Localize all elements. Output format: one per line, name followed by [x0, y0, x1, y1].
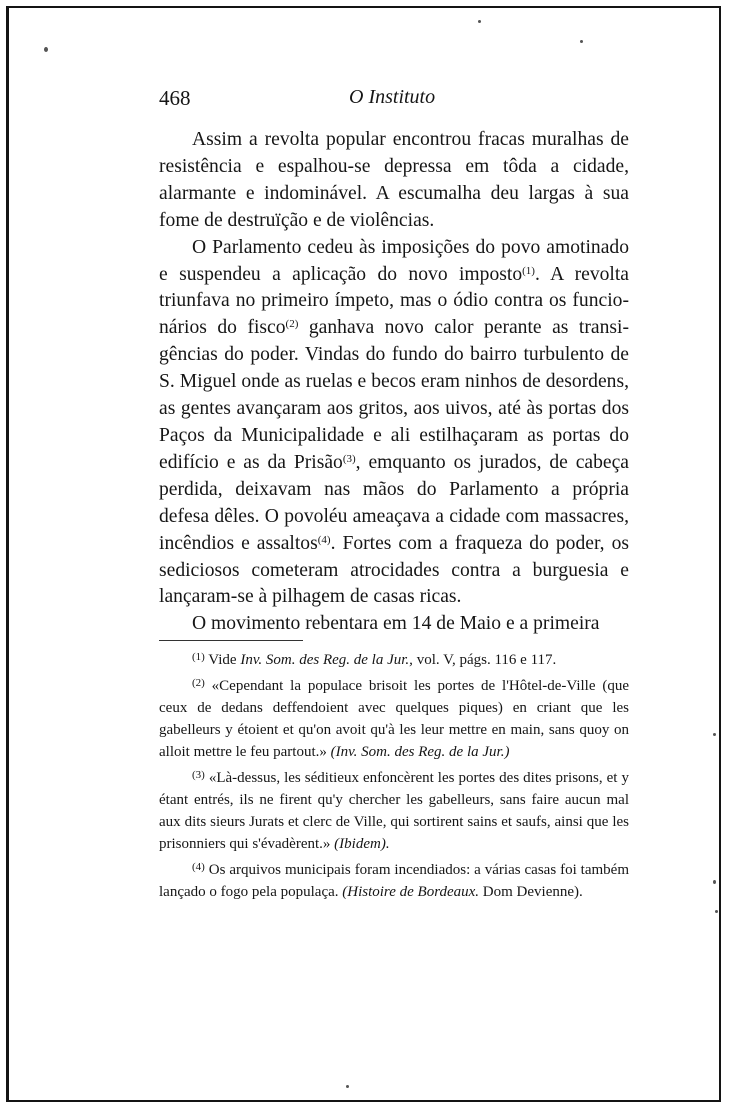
scan-speck — [580, 40, 583, 43]
footnote-3 — [159, 767, 629, 855]
footnote-1-citation: Inv. Som. des Reg. de la Jur., — [240, 652, 413, 668]
footnote-rule — [159, 640, 303, 641]
footnote-4-text: Os arquivos municipais foram incendiados: a várias casas foi também lançado o fogo pela populaça. — [159, 862, 629, 900]
page-header — [159, 86, 629, 114]
footnote-ref-4: (4) — [317, 533, 331, 546]
paragraph-2-text: , emquanto os jurados, de cabeça perdida, deixavam nas mãos do Parlamento a própria defesa dêles. O povoléu ameaçava a cidade com massacres, incêndios e assaltos — [159, 451, 629, 554]
footnotes — [159, 649, 629, 907]
footnote-ref-3: (3) — [342, 452, 356, 465]
paragraph-2-text: . Fortes com a fraqueza do poder, os sediciosos cometeram atrocidades contra a burguesia e lançaram-se à pilhagem de casas ricas. — [159, 532, 629, 608]
footnote-4-citation: (Histoire de Bordeaux. — [342, 884, 480, 900]
paragraph-2-text: . A revolta triunfava no primeiro ímpeto, mas o ódio contra os funcionários do fisco — [159, 263, 629, 339]
footnote-3-text: «Là-dessus, les séditieux enfoncèrent les portes des dites prisons, et y étant entrés, ils ne firent qu'y chercher les gabelleurs, sans faire aucun mal aux dits sieurs Jurats et clerc de Ville, qui sortirent sains et saufs, ainsi que les prisonniers qui s'évadèrent.» — [159, 770, 629, 852]
footnote-1-text: Vide — [204, 652, 241, 668]
footnote-2-mark: (2) — [192, 677, 205, 689]
scan-speck — [44, 47, 48, 52]
scan-speck — [713, 733, 716, 736]
paragraph-1-text: Assim a revolta popular encontrou fracas muralhas de resistência e espalhou-se depressa em tôda a cidade, alarmante e indominável. A escumalha deu largas à sua fome de destruïção e de violências. — [159, 129, 629, 231]
running-title: O Instituto — [349, 86, 436, 108]
footnote-3-citation: (Ibidem). — [334, 836, 390, 852]
footnote-2-text: «Cependant la populace brisoit les portes de l'Hôtel-de-Ville (que ceux de dedans deffendoient avec quelques piques) en criant que les gabelleurs y étoient et qu'on avoit qu'à les leur mettre en main, sans quoy on alloit mettre le feu partout.» — [159, 678, 629, 760]
scan-speck — [713, 880, 716, 884]
paragraph-1 — [159, 127, 629, 235]
footnote-1-text: vol. V, págs. 116 e 117. — [412, 652, 557, 668]
footnote-4-mark: (4) — [192, 861, 205, 873]
footnote-3-mark: (3) — [192, 769, 205, 781]
footnote-ref-2: (2) — [285, 318, 299, 331]
scan-speck — [346, 1085, 349, 1088]
paragraph-3-text: O movimento rebentara em 14 de Maio e a primeira — [192, 613, 600, 635]
paragraph-2-text: ganhava novo calor perante as transigências do poder. Vindas do fundo do bairro turbulento de S. Miguel onde as ruelas e becos eram ninhos de desordens, as gentes avançaram aos gritos, aos uivos, até às portas dos Paços da Municipalidade e ali estilhaçaram as portas do edifício e as da Prisão — [159, 317, 629, 473]
footnote-1-mark: (1) — [192, 651, 205, 663]
page-number: 468 — [159, 86, 191, 110]
footnote-4 — [159, 859, 629, 903]
footnote-2 — [159, 675, 629, 763]
scan-speck — [715, 910, 718, 913]
footnote-4-text: Dom Devienne). — [479, 884, 583, 900]
paragraph-3 — [159, 611, 629, 638]
scan-speck — [478, 20, 481, 23]
paragraph-2 — [159, 235, 629, 612]
body-text — [159, 127, 629, 638]
footnote-2-citation: (Inv. Som. des Reg. de la Jur.) — [330, 744, 510, 760]
footnote-ref-1: (1) — [522, 264, 535, 277]
footnote-1 — [159, 649, 629, 671]
paragraph-2-text: O Parlamento cedeu às imposições do povo amotinado e suspendeu a aplicação do novo imposto — [159, 236, 629, 285]
